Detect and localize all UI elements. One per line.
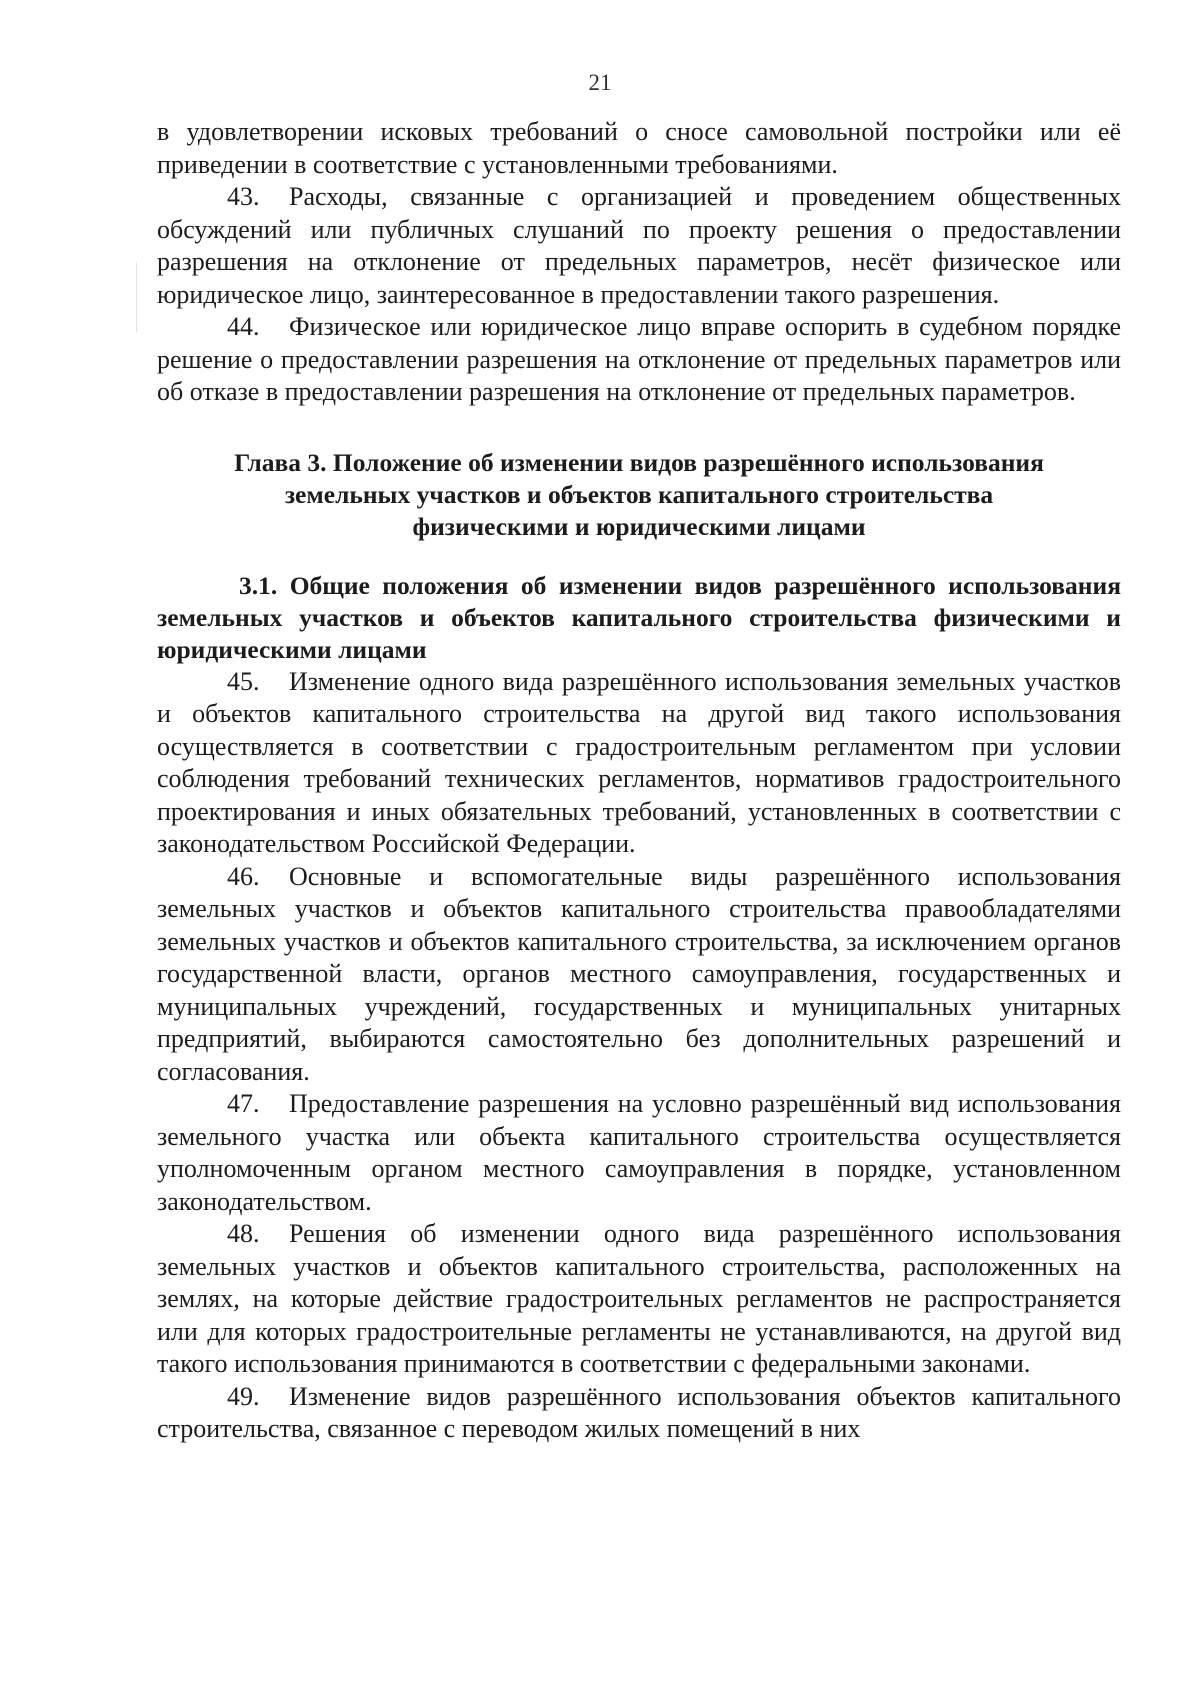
paragraph-continuation: в удовлетворении исковых требований о сносе самовольной постройки или её приведении в соответствие с установленными требованиями. [157,117,1121,179]
paragraph-number: 48. [227,1219,260,1248]
paragraph-text: Предоставление разрешения на условно разрешённый вид использования земельного участка или объекта капитального строительства осуществляется уполномоченным органом местного самоуправления в порядке, установленном законодательством. [157,1089,1121,1216]
section-heading: 3.1. Общие положения об изменении видов разрешённого использования земельных участков и объектов капитального строительства физическими и юридическими лицами [157,570,1121,664]
paragraph-48 [157,1218,1121,1381]
paragraph-46 [157,861,1121,1089]
paragraph-text: Физическое или юридическое лицо вправе оспорить в судебном порядке решение о предоставлении разрешения на отклонение от предельных параметров или об отказе в предоставлении разрешения на отклонение от предельных параметров. [157,312,1121,406]
paragraph-45 [157,666,1121,861]
paragraph-number: 47. [227,1089,260,1118]
paragraph-43 [157,181,1121,311]
scan-artifact [136,262,137,332]
paragraph-number: 43. [227,182,260,211]
chapter-heading-line-3: физическими и юридическими лицами [412,511,866,541]
paragraph-text: Изменение видов разрешённого использования объектов капитального строительства, связанное с переводом жилых помещений в них [157,1381,1121,1443]
chapter-heading-line-1: Глава 3. Положение об изменении видов разрешённого использования [234,447,1044,477]
paragraph-text: Расходы, связанные с организацией и проведением общественных обсуждений или публичных слушаний по проекту решения о предоставлении разрешения на отклонение от предельных параметров, несёт физическое или юридическое лицо, заинтересованное в предоставлении такого разрешения. [157,182,1121,309]
chapter-heading-line-2: земельных участков и объектов капитального строительства [284,479,994,509]
paragraph-text: Решения об изменении одного вида разрешённого использования земельных участков и объектов капитального строительства, расположенных на землях, на которые действие градостроительных регламентов не распространяется или для которых градостроительные регламенты не устанавливаются, на другой вид такого использования принимаются в соответствии с федеральными законами. [157,1219,1121,1378]
paragraph-number: 44. [227,312,260,341]
page-number: 21 [588,70,612,95]
paragraph-number: 45. [227,666,260,696]
paragraph-44 [157,311,1121,409]
paragraph-text: Изменение одного вида разрешённого использования земельных участков и объектов капитального строительства на другой вид такого использования осуществляется в соответствии с градостроительным регламентом при условии соблюдения требований технических регламентов, нормативов градостроительного проектирования и иных обязательных требований, установленных в соответствии с законодательством Российской Федерации. [157,666,1121,858]
chapter-heading [157,447,1121,543]
paragraph-number: 49. [227,1381,260,1411]
paragraph-number: 46. [227,861,260,891]
document-body [157,116,1121,1446]
paragraph-text: Основные и вспомогательные виды разрешённого использования земельных участков и объектов капитального строительства правообладателями земельных участков и объектов капитального строительства, за исключением органов государственной власти, органов местного самоуправления, государственных и муниципальных учреждений, государственных и муниципальных унитарных предприятий, выбираются самостоятельно без дополнительных разрешений и согласования. [157,861,1121,1086]
paragraph-49 [157,1381,1121,1446]
paragraph-47 [157,1088,1121,1218]
